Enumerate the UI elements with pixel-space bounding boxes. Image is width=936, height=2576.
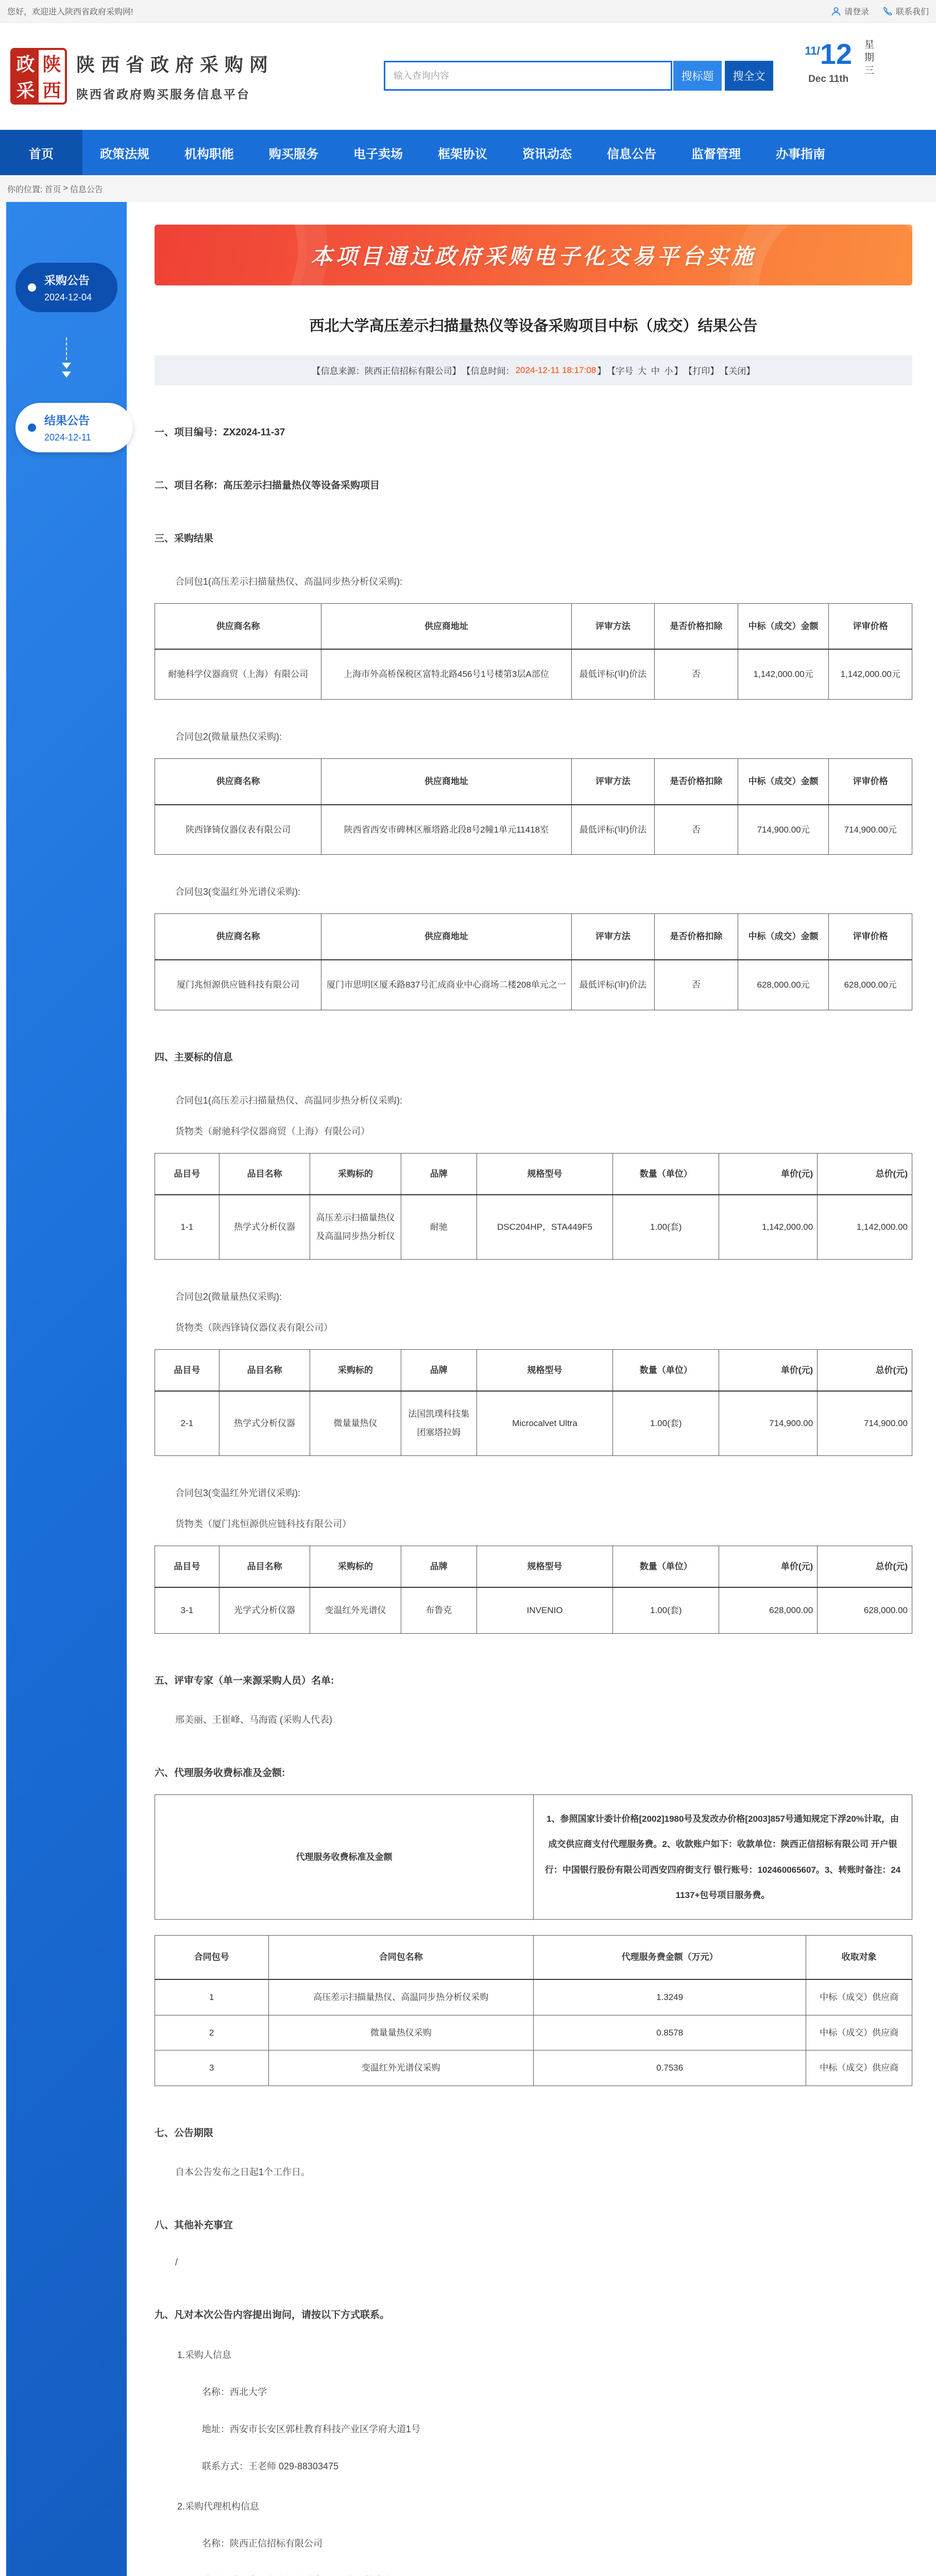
supplier-address-cell: 上海市外高桥保税区富特北路456号1号楼第3层A部位 xyxy=(321,649,571,699)
main-area xyxy=(0,202,936,2576)
flow-arrow-down-icon xyxy=(6,327,127,388)
brand-cell: 耐驰 xyxy=(401,1195,476,1259)
review-price-cell: 714,900.00元 xyxy=(829,805,912,855)
column-header: 收取对象 xyxy=(806,1936,912,1979)
table-header-row xyxy=(155,1349,912,1391)
item-no-cell: 2-1 xyxy=(155,1391,219,1455)
supplier-name-cell: 陕西锋锜仪器仪表有限公司 xyxy=(155,805,321,855)
dashed-line xyxy=(66,337,67,360)
breadcrumb-prefix: 你的位置: xyxy=(7,185,43,194)
review-price-cell: 1,142,000.00元 xyxy=(829,649,912,699)
package-name-cell: 微量量热仪采购 xyxy=(268,2015,534,2050)
contact-label: 联系我们 xyxy=(895,8,929,16)
award-amount-cell: 628,000.00元 xyxy=(738,960,828,1010)
agency-address xyxy=(202,2573,912,2576)
column-header: 总价(元) xyxy=(818,1349,912,1391)
contact-link[interactable] xyxy=(882,5,929,17)
meta-time-prefix: 【信息时间： xyxy=(462,366,515,376)
column-header: 供应商地址 xyxy=(321,603,571,649)
nav-item-guide[interactable]: 办事指南 xyxy=(776,147,825,161)
package-no-cell: 2 xyxy=(155,2015,269,2050)
column-header: 评审价格 xyxy=(829,758,912,804)
nav-item-policy[interactable]: 政策法规 xyxy=(100,147,149,161)
search-fulltext-button[interactable]: 搜全文 xyxy=(725,61,773,91)
column-header: 中标（成交）金额 xyxy=(738,914,828,960)
welcome-text: 您好，欢迎进入陕西省政府采购网! xyxy=(7,8,133,16)
item-name-cell: 光学式分析仪器 xyxy=(219,1587,310,1633)
package-name-cell: 高压差示扫描量热仪、高温同步热分析仪采购 xyxy=(268,1979,534,2015)
column-header: 供应商名称 xyxy=(155,758,321,804)
column-header: 品牌 xyxy=(401,1349,476,1391)
sidebar-item-result-notice[interactable] xyxy=(15,403,133,452)
result-table-package-1 xyxy=(155,603,912,700)
column-header: 品牌 xyxy=(401,1153,476,1195)
meta-font-suffix: 】 xyxy=(674,366,683,376)
column-header: 单价(元) xyxy=(719,1546,818,1587)
column-header: 供应商名称 xyxy=(155,603,321,649)
section-4-main-items: 四、主要标的信息 xyxy=(155,1052,233,1063)
table-header-row xyxy=(155,758,912,804)
table-row xyxy=(155,960,912,1010)
table-row xyxy=(155,1587,912,1633)
model-cell: Microcalvet Ultra xyxy=(476,1391,613,1455)
site-title: 陕西省政府采购网 xyxy=(76,54,275,75)
package-2-label: 合同包2(微量量热仪采购): xyxy=(175,731,282,742)
table-row xyxy=(155,2015,912,2050)
search-title-button[interactable]: 搜标题 xyxy=(673,61,722,91)
date-english: Dec 11th xyxy=(808,74,849,84)
fee-amount-cell: 0.8578 xyxy=(534,2015,806,2050)
item-table-package-3 xyxy=(155,1546,912,1634)
logo-char: 政 xyxy=(12,50,39,76)
search-input[interactable] xyxy=(384,61,672,91)
package-no-cell: 1 xyxy=(155,1979,269,2015)
table-row xyxy=(155,805,912,855)
sidebar-item-label: 采购公告 xyxy=(44,274,90,287)
sidebar-item-procurement-notice[interactable] xyxy=(15,263,117,312)
supplier-name-cell: 耐驰科学仪器商贸（上海）有限公司 xyxy=(155,649,321,699)
fee-amount-cell: 1.3249 xyxy=(534,1979,806,2015)
nav-item-news[interactable]: 资讯动态 xyxy=(522,147,572,161)
announcement-sidebar xyxy=(6,202,127,2576)
model-cell: DSC204HP，STA449F5 xyxy=(476,1195,613,1259)
brand-cell: 布鲁克 xyxy=(401,1587,476,1633)
login-link[interactable] xyxy=(831,5,869,17)
arrow-triangle xyxy=(62,371,71,378)
total-price-cell: 628,000.00 xyxy=(818,1587,912,1633)
column-header: 是否价格扣除 xyxy=(655,914,738,960)
bullet-dot-icon xyxy=(28,423,36,432)
meta-source: 【信息来源：陕西正信招标有限公司】 xyxy=(312,366,461,376)
price-deduction-cell: 否 xyxy=(655,649,738,699)
price-deduction-cell: 否 xyxy=(655,805,738,855)
column-header: 品牌 xyxy=(401,1546,476,1587)
supplier-address-cell: 厦门市思明区厦禾路837号汇成商业中心商场二楼208单元之一 xyxy=(321,960,571,1010)
column-header: 总价(元) xyxy=(818,1546,912,1587)
section-8-other: 八、其他补充事宜 xyxy=(155,2220,233,2231)
column-header: 采购标的 xyxy=(310,1349,401,1391)
sidebar-item-label: 结果公告 xyxy=(44,414,90,427)
section-9-contact: 九、凡对本次公告内容提出询问，请按以下方式联系。 xyxy=(155,2310,390,2321)
item-package-2-label: 合同包2(微量量热仪采购): xyxy=(175,1291,282,1302)
table-row xyxy=(155,2050,912,2086)
arrow-triangle xyxy=(62,363,71,369)
item-name-cell: 热学式分析仪器 xyxy=(219,1195,310,1259)
column-header: 规格型号 xyxy=(476,1349,613,1391)
table-header-row xyxy=(155,1546,912,1587)
site-header xyxy=(0,23,936,130)
item-table-package-1 xyxy=(155,1153,912,1260)
main-nav xyxy=(0,130,936,175)
article-title: 西北大学高压差示扫描量热仪等设备采购项目中标（成交）结果公告 xyxy=(309,318,758,334)
banner-text: 本项目通过政府采购电子化交易平台实施 xyxy=(311,244,756,268)
fee-payer-cell: 中标（成交）供应商 xyxy=(806,2050,912,2086)
sidebar-item-date: 2024-12-11 xyxy=(44,432,91,443)
breadcrumb-separator: > xyxy=(63,184,68,193)
date-month: 11/ xyxy=(805,44,820,57)
table-row xyxy=(155,1195,912,1259)
fee-standard-detail-cell: 1、参照国家计委计价格[2002]1980号及发改办价格[2003]857号通知规定下浮20%计取，由成交供应商支付代理服务费。2、收款账户如下：收款单位：陕西正信招标有限公司 开户银行：中国银行股份有限公司西安四府街支行 银行账号：102460065607。3、转账时备注：241137+包号项目服务费。 xyxy=(534,1795,912,1920)
font-size-medium-button[interactable]: 中 xyxy=(651,366,660,376)
column-header: 代理服务费金额（万元） xyxy=(534,1936,806,1979)
item-target-cell: 高压差示扫描量热仪及高温同步热分析仪 xyxy=(310,1195,401,1259)
fee-payer-cell: 中标（成交）供应商 xyxy=(806,2015,912,2050)
agency-fee-table xyxy=(155,1935,912,2086)
item-package-3-label: 合同包3(变温红外光谱仪采购): xyxy=(175,1487,300,1498)
breadcrumb-current-link[interactable]: 信息公告 xyxy=(70,185,103,194)
fee-payer-cell: 中标（成交）供应商 xyxy=(806,1979,912,2015)
date-numbers xyxy=(805,37,852,85)
breadcrumb-home-link[interactable]: 首页 xyxy=(44,185,61,194)
font-size-small-button[interactable]: 小 xyxy=(664,366,673,376)
section-2-project-name: 二、项目名称：高压差示扫描量热仪等设备采购项目 xyxy=(155,480,380,491)
search-bar xyxy=(384,61,773,91)
column-header: 品目号 xyxy=(155,1349,219,1391)
experts-list: 邢美丽、王崔峰、马海霞 (采购人代表) xyxy=(175,1715,332,1725)
column-header: 是否价格扣除 xyxy=(655,758,738,804)
column-header: 品目名称 xyxy=(219,1546,310,1587)
brand-cell: 法国凯璞科技集团塞塔拉姆 xyxy=(401,1391,476,1455)
breadcrumb xyxy=(0,175,936,202)
table-row xyxy=(155,1979,912,2015)
column-header: 中标（成交）金额 xyxy=(738,758,828,804)
fee-amount-cell: 0.7536 xyxy=(534,2050,806,2086)
package-name-cell: 变温红外光谱仪采购 xyxy=(268,2050,534,2086)
price-deduction-cell: 否 xyxy=(655,960,738,1010)
review-method-cell: 最低评标(审)价法 xyxy=(571,649,655,699)
package-1-label: 合同包1(高压差示扫描量热仪、高温同步热分析仪采购): xyxy=(175,576,402,587)
item-target-cell: 微量量热仪 xyxy=(310,1391,401,1455)
nav-item-framework[interactable]: 框架协议 xyxy=(438,147,487,161)
agency-fee-intro-table xyxy=(155,1794,912,1920)
column-header: 单价(元) xyxy=(719,1153,818,1195)
purchaser-name: 名称：西北大学 xyxy=(202,2387,267,2398)
e-platform-banner[interactable] xyxy=(155,225,912,285)
meta-time-suffix: 】 xyxy=(597,366,606,376)
unit-price-cell: 1,142,000.00 xyxy=(719,1195,818,1259)
column-header: 数量（单位） xyxy=(613,1349,719,1391)
column-header: 品目名称 xyxy=(219,1153,310,1195)
column-header: 是否价格扣除 xyxy=(655,603,738,649)
purchaser-address: 地址：西安市长安区郭杜教育科技产业区学府大道1号 xyxy=(202,2424,421,2435)
agency-name: 名称：陕西正信招标有限公司 xyxy=(202,2538,322,2549)
nav-item-functions[interactable]: 机构职能 xyxy=(184,147,234,161)
unit-price-cell: 628,000.00 xyxy=(719,1587,818,1633)
table-row xyxy=(155,1391,912,1455)
logo-char: 西 xyxy=(42,80,61,101)
item-package-1-category: 货物类（耐驰科学仪器商贸（上海）有限公司） xyxy=(175,1126,370,1137)
column-header: 合同包名称 xyxy=(268,1936,534,1979)
section-7-notice-period: 七、公告期限 xyxy=(155,2128,214,2139)
model-cell: INVENIO xyxy=(476,1587,613,1633)
item-package-3-category: 货物类（厦门兆恒源供应链科技有限公司） xyxy=(175,1518,351,1529)
nav-item-emall[interactable]: 电子卖场 xyxy=(353,147,403,161)
top-utility-bar xyxy=(0,0,936,23)
column-header: 供应商地址 xyxy=(321,914,571,960)
item-package-1-label: 合同包1(高压差示扫描量热仪、高温同步热分析仪采购): xyxy=(175,1095,402,1106)
purchaser-phone: 联系方式：王老师 029-88303475 xyxy=(202,2461,339,2472)
close-button[interactable]: 【关闭】 xyxy=(720,366,755,376)
quantity-cell: 1.00(套) xyxy=(613,1391,719,1455)
column-header: 评审方法 xyxy=(571,758,655,804)
date-widget xyxy=(805,37,903,85)
package-3-label: 合同包3(变温红外光谱仪采购): xyxy=(175,887,300,897)
site-logo-seal-icon xyxy=(10,48,67,105)
total-price-cell: 1,142,000.00 xyxy=(818,1195,912,1259)
column-header: 数量（单位） xyxy=(613,1153,719,1195)
top-utility-links xyxy=(831,5,929,17)
section-5-experts: 五、评审专家（单一来源采购人员）名单: xyxy=(155,1675,334,1687)
column-header: 评审价格 xyxy=(829,603,912,649)
review-method-cell: 最低评标(审)价法 xyxy=(571,805,655,855)
table-header-row xyxy=(155,1153,912,1195)
unit-price-cell: 714,900.00 xyxy=(719,1391,818,1455)
column-header: 评审价格 xyxy=(829,914,912,960)
sidebar-item-date: 2024-12-04 xyxy=(44,292,92,302)
quantity-cell: 1.00(套) xyxy=(613,1195,719,1259)
article-meta-bar xyxy=(155,355,912,385)
column-header: 总价(元) xyxy=(818,1153,912,1195)
section-3-results: 三、采购结果 xyxy=(155,533,214,544)
column-header: 规格型号 xyxy=(476,1546,613,1587)
site-subtitle: 陕西省政府购买服务信息平台 xyxy=(76,88,250,101)
item-table-package-2 xyxy=(155,1349,912,1456)
meta-font-prefix: 【字号 xyxy=(607,366,634,376)
review-price-cell: 628,000.00元 xyxy=(829,960,912,1010)
column-header: 评审方法 xyxy=(571,603,655,649)
item-target-cell: 变温红外光谱仪 xyxy=(310,1587,401,1633)
award-amount-cell: 714,900.00元 xyxy=(738,805,828,855)
total-price-cell: 714,900.00 xyxy=(818,1391,912,1455)
column-header: 品目号 xyxy=(155,1546,219,1587)
site-name-block xyxy=(76,50,274,102)
phone-icon xyxy=(882,6,893,16)
section-1-project-number: 一、项目编号：ZX2024-11-37 xyxy=(155,427,285,438)
package-no-cell: 3 xyxy=(155,2050,269,2086)
meta-time-value: 2024-12-11 18:17:08 xyxy=(515,365,597,375)
login-label: 请登录 xyxy=(844,8,869,16)
date-weekday: 星期三 xyxy=(863,39,874,78)
column-header: 合同包号 xyxy=(155,1936,269,1979)
fee-standard-label-cell: 代理服务收费标准及金额 xyxy=(155,1795,534,1920)
supplier-name-cell: 厦门兆恒源供应链科技有限公司 xyxy=(155,960,321,1010)
column-header: 采购标的 xyxy=(310,1153,401,1195)
review-method-cell: 最低评标(审)价法 xyxy=(571,960,655,1010)
logo-char: 采 xyxy=(12,76,39,103)
agency-heading: 2.采购代理机构信息 xyxy=(177,2501,260,2512)
user-icon xyxy=(831,6,841,16)
award-amount-cell: 1,142,000.00元 xyxy=(738,649,828,699)
purchaser-heading: 1.采购人信息 xyxy=(177,2350,232,2361)
column-header: 规格型号 xyxy=(476,1153,613,1195)
bullet-dot-icon xyxy=(28,283,36,292)
item-no-cell: 3-1 xyxy=(155,1587,219,1633)
column-header: 单价(元) xyxy=(719,1349,818,1391)
supplier-address-cell: 陕西省西安市碑林区雁塔路北段8号2幢1单元11418室 xyxy=(321,805,571,855)
other-body: / xyxy=(175,2257,178,2268)
date-day: 12 xyxy=(820,38,852,70)
notice-period-body: 自本公告发布之日起1个工作日。 xyxy=(175,2167,311,2178)
nav-item-announcements[interactable]: 信息公告 xyxy=(607,147,656,161)
item-no-cell: 1-1 xyxy=(155,1195,219,1259)
nav-item-purchase-service[interactable]: 购买服务 xyxy=(269,147,318,161)
column-header: 品目名称 xyxy=(219,1349,310,1391)
nav-item-supervision[interactable]: 监督管理 xyxy=(691,147,741,161)
column-header: 品目号 xyxy=(155,1153,219,1195)
quantity-cell: 1.00(套) xyxy=(613,1587,719,1633)
font-size-large-button[interactable]: 大 xyxy=(637,366,646,376)
result-table-package-2 xyxy=(155,758,912,855)
table-row xyxy=(155,1795,912,1920)
column-header: 评审方法 xyxy=(571,914,655,960)
column-header: 供应商名称 xyxy=(155,914,321,960)
table-header-row xyxy=(155,1936,912,1979)
item-package-2-category: 货物类（陕西锋锜仪器仪表有限公司） xyxy=(175,1322,333,1333)
column-header: 采购标的 xyxy=(310,1546,401,1587)
result-table-package-3 xyxy=(155,913,912,1010)
table-header-row xyxy=(155,603,912,649)
item-name-cell: 热学式分析仪器 xyxy=(219,1391,310,1455)
section-6-agency-fee: 六、代理服务收费标准及金额: xyxy=(155,1768,285,1779)
nav-item-home[interactable]: 首页 xyxy=(0,130,82,175)
column-header: 中标（成交）金额 xyxy=(738,603,828,649)
column-header: 数量（单位） xyxy=(613,1546,719,1587)
table-row xyxy=(155,649,912,699)
article-content xyxy=(127,202,936,2576)
column-header: 供应商地址 xyxy=(321,758,571,804)
table-header-row xyxy=(155,914,912,960)
logo-char: 陕 xyxy=(42,54,61,75)
print-button[interactable]: 【打印】 xyxy=(684,366,719,376)
